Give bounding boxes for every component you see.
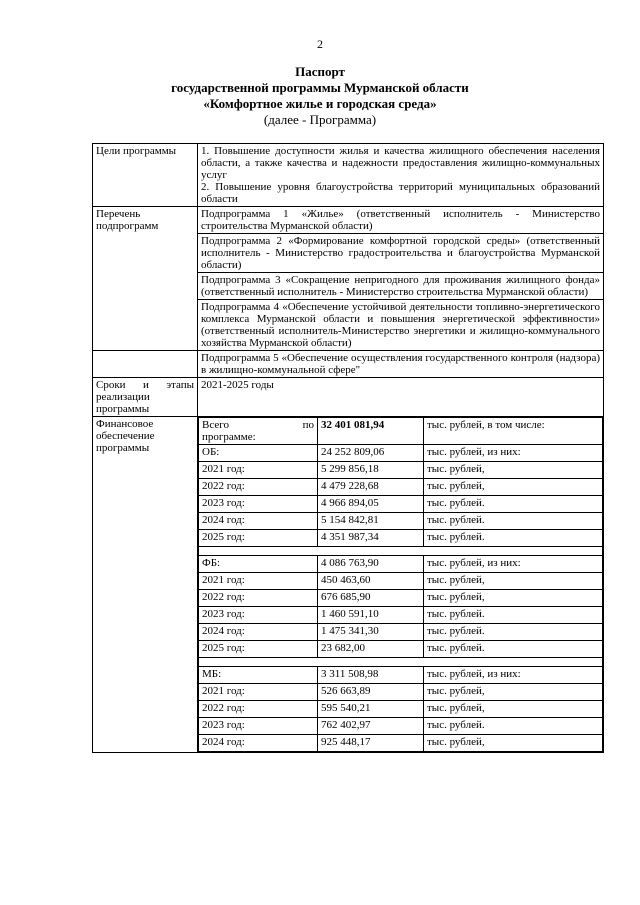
finance-period: 2022 год: [199, 479, 318, 496]
finance-row [199, 607, 603, 624]
finance-group-gap [199, 547, 603, 556]
finance-row [93, 417, 604, 753]
finance-unit: тыс. рублей, [424, 479, 603, 496]
finance-total-label-c: программе: [202, 431, 256, 443]
finance-total-unit: тыс. рублей, в том числе: [424, 418, 603, 445]
goals-cell [198, 144, 604, 207]
title-line-2: государственной программы Мурманской области [171, 80, 469, 95]
finance-unit: тыс. рублей, из них: [424, 445, 603, 462]
finance-unit: тыс. рублей. [424, 496, 603, 513]
finance-label: Финансовое обеспечение программы [93, 417, 198, 753]
finance-unit: тыс. рублей. [424, 530, 603, 547]
passport-table [92, 143, 604, 753]
finance-unit: тыс. рублей. [424, 607, 603, 624]
subprograms-label-empty [93, 351, 198, 378]
goals-label: Цели программы [93, 144, 198, 207]
finance-amount: 4 966 894,05 [318, 496, 424, 513]
finance-unit: тыс. рублей, из них: [424, 667, 603, 684]
finance-total-label-b: по [302, 419, 314, 431]
finance-period: 2024 год: [199, 513, 318, 530]
finance-period: 2021 год: [199, 462, 318, 479]
finance-amount: 450 463,60 [318, 573, 424, 590]
finance-unit: тыс. рублей. [424, 641, 603, 658]
subprogram-item-1: Подпрограмма 1 «Жилье» (ответственный исполнитель - Министерство строительства Мурманской области) [198, 207, 604, 234]
finance-row [199, 530, 603, 547]
page-number: 2 [317, 37, 323, 51]
terms-label: Сроки и этапы реализации программы [93, 378, 198, 417]
goal-item-2: 2. Повышение уровня благоустройства территорий муниципальных образований области [201, 181, 600, 205]
finance-row [199, 718, 603, 735]
subprogram-item-5: Подпрограмма 5 «Обеспечение осуществления государственного контроля (надзора) в жилищно-коммунальной сфере" [198, 351, 604, 378]
finance-total-value: 32 401 081,94 [318, 418, 424, 445]
subprogram-row-5 [93, 351, 604, 378]
finance-amount: 3 311 508,98 [318, 667, 424, 684]
finance-amount: 676 685,90 [318, 590, 424, 607]
finance-row [199, 462, 603, 479]
finance-period: МБ: [199, 667, 318, 684]
terms-value: 2021-2025 годы [198, 378, 604, 417]
finance-row [199, 556, 603, 573]
finance-unit: тыс. рублей, из них: [424, 556, 603, 573]
finance-gap-cell [199, 547, 603, 556]
finance-row [199, 641, 603, 658]
goal-item-1: 1. Повышение доступности жилья и качества жилищного обеспечения населения области, а также качества и надежности предоставления жилищно-коммунальных услуг [201, 145, 600, 181]
finance-period: 2024 год: [199, 624, 318, 641]
finance-gap-cell [199, 658, 603, 667]
finance-unit: тыс. рублей, [424, 701, 603, 718]
subprogram-item-2: Подпрограмма 2 «Формирование комфортной городской среды» (ответственный исполнитель - Министерство градостроительства и благоустройства Мурманской области) [198, 234, 604, 273]
title-line-1: Паспорт [295, 64, 345, 79]
finance-period: ОБ: [199, 445, 318, 462]
finance-row [199, 735, 603, 752]
finance-amount: 1 460 591,10 [318, 607, 424, 624]
title-line-3: «Комфортное жилье и городская среда» [203, 96, 437, 111]
finance-period: 2022 год: [199, 701, 318, 718]
title-line-4: (далее - Программа) [263, 112, 377, 127]
finance-amount: 4 086 763,90 [318, 556, 424, 573]
subprogram-item-4: Подпрограмма 4 «Обеспечение устойчивой деятельности топливно-энергетического комплекса Мурманской области и повышения энергетической эффективности» (ответственный исполнитель-Министерство энергетики и жилищно-коммунального хозяйства Мурманской области) [198, 300, 604, 351]
finance-unit: тыс. рублей. [424, 513, 603, 530]
finance-unit: тыс. рублей, [424, 590, 603, 607]
finance-amount: 925 448,17 [318, 735, 424, 752]
finance-row [199, 573, 603, 590]
finance-unit: тыс. рублей, [424, 462, 603, 479]
finance-total-label-a: Всего [202, 419, 229, 431]
subprograms-label: Перечень подпрограмм [93, 207, 198, 351]
finance-amount: 1 475 341,30 [318, 624, 424, 641]
finance-period: 2025 год: [199, 530, 318, 547]
finance-amount: 23 682,00 [318, 641, 424, 658]
finance-total-row [199, 418, 603, 445]
finance-period: 2025 год: [199, 641, 318, 658]
finance-period: 2022 год: [199, 590, 318, 607]
subprogram-item-3: Подпрограмма 3 «Сокращение непригодного для проживания жилищного фонда» (ответственный исполнитель - Министерство строительства Мурманской области) [198, 273, 604, 300]
finance-amount: 595 540,21 [318, 701, 424, 718]
finance-row [199, 667, 603, 684]
finance-row [199, 479, 603, 496]
finance-unit: тыс. рублей, [424, 735, 603, 752]
finance-amount: 526 663,89 [318, 684, 424, 701]
finance-total-label [199, 418, 318, 445]
finance-unit: тыс. рублей. [424, 718, 603, 735]
finance-row [199, 701, 603, 718]
goals-row [93, 144, 604, 207]
finance-row [199, 445, 603, 462]
terms-row [93, 378, 604, 417]
finance-period: 2023 год: [199, 496, 318, 513]
finance-amount: 762 402,97 [318, 718, 424, 735]
finance-period: 2021 год: [199, 573, 318, 590]
finance-period: ФБ: [199, 556, 318, 573]
subprogram-row-1 [93, 207, 604, 234]
finance-table [198, 417, 603, 752]
finance-cell [198, 417, 604, 753]
document-header [0, 64, 640, 128]
finance-period: 2023 год: [199, 718, 318, 735]
finance-amount: 5 154 842,81 [318, 513, 424, 530]
finance-amount: 4 479 228,68 [318, 479, 424, 496]
finance-row [199, 513, 603, 530]
finance-period: 2024 год: [199, 735, 318, 752]
finance-unit: тыс. рублей. [424, 624, 603, 641]
finance-unit: тыс. рублей, [424, 684, 603, 701]
finance-row [199, 624, 603, 641]
finance-row [199, 590, 603, 607]
finance-period: 2021 год: [199, 684, 318, 701]
finance-amount: 5 299 856,18 [318, 462, 424, 479]
finance-period: 2023 год: [199, 607, 318, 624]
finance-unit: тыс. рублей, [424, 573, 603, 590]
finance-group-gap [199, 658, 603, 667]
finance-row [199, 684, 603, 701]
finance-amount: 4 351 987,34 [318, 530, 424, 547]
finance-amount: 24 252 809,06 [318, 445, 424, 462]
finance-row [199, 496, 603, 513]
